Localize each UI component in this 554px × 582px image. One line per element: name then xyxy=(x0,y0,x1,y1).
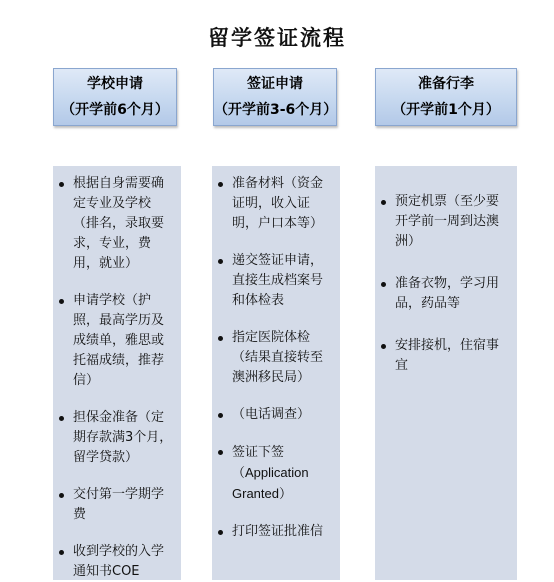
column-visa-application xyxy=(212,166,340,580)
bullet-icon xyxy=(59,416,64,421)
bullet-icon xyxy=(218,182,223,187)
list-item xyxy=(59,485,175,525)
header-school-application xyxy=(53,68,177,126)
list-item-text: 准备衣物，学习用品，药品等 xyxy=(395,276,500,311)
list-item xyxy=(59,542,175,582)
list-item xyxy=(381,274,511,314)
header-timing: （开学前6个月） xyxy=(61,102,169,118)
header-timing: （开学前3-6个月） xyxy=(214,102,338,118)
step-list xyxy=(59,174,175,582)
list-item-text: 指定医院体检（结果直接转至澳洲移民局） xyxy=(232,330,324,385)
list-item-text: 签证下签（Application Granted） xyxy=(232,444,309,501)
list-item xyxy=(218,405,334,425)
bullet-icon xyxy=(218,336,223,341)
list-item xyxy=(59,174,175,274)
bullet-icon xyxy=(59,182,64,187)
bullet-icon xyxy=(381,200,386,205)
list-item xyxy=(59,291,175,391)
step-list xyxy=(218,174,334,542)
bullet-icon xyxy=(218,259,223,264)
bullet-icon xyxy=(381,344,386,349)
list-item-text: 安排接机，住宿事宜 xyxy=(395,338,500,373)
header-timing: （开学前1个月） xyxy=(392,102,500,118)
list-item xyxy=(218,174,334,234)
bullet-icon xyxy=(218,530,223,535)
list-item-text: 递交签证申请，直接生成档案号和体检表 xyxy=(232,253,324,308)
list-item xyxy=(59,408,175,468)
page-title: 留学签证流程 xyxy=(208,25,346,50)
list-item-text: 根据自身需要确定专业及学校（排名，录取要求，专业，费用，就业） xyxy=(73,176,165,271)
list-item-text: 预定机票（至少要开学前一周到达澳洲） xyxy=(395,194,500,249)
bullet-icon xyxy=(218,450,223,455)
header-visa-application xyxy=(213,68,337,126)
list-item xyxy=(381,336,511,376)
list-item-text: 收到学校的入学通知书COE xyxy=(73,544,165,579)
list-item xyxy=(218,251,334,311)
list-item-text: 担保金准备（定期存款满3个月，留学贷款） xyxy=(73,410,173,465)
header-prepare-luggage xyxy=(375,68,517,126)
bullet-icon xyxy=(59,299,64,304)
column-prepare-luggage xyxy=(375,166,517,580)
step-list xyxy=(381,192,511,376)
list-item-text: 打印签证批准信 xyxy=(232,524,324,539)
list-item xyxy=(381,192,511,252)
header-title: 学校申请 xyxy=(87,76,143,92)
bullet-icon xyxy=(218,413,223,418)
list-item-text: 申请学校（护照，最高学历及成绩单，雅思或托福成绩，推荐信） xyxy=(73,293,165,388)
list-item-text: （电话调查） xyxy=(232,407,311,422)
bullet-icon xyxy=(381,282,386,287)
list-item xyxy=(218,328,334,388)
column-school-application xyxy=(53,166,181,580)
list-item-text: 准备材料（资金证明，收入证明，户口本等） xyxy=(232,176,324,231)
bullet-icon xyxy=(59,550,64,555)
header-title: 签证申请 xyxy=(247,76,303,92)
list-item-text: 交付第一学期学费 xyxy=(73,487,165,522)
list-item xyxy=(218,442,334,505)
bullet-icon xyxy=(59,493,64,498)
header-title: 准备行李 xyxy=(418,76,474,92)
list-item xyxy=(218,522,334,542)
